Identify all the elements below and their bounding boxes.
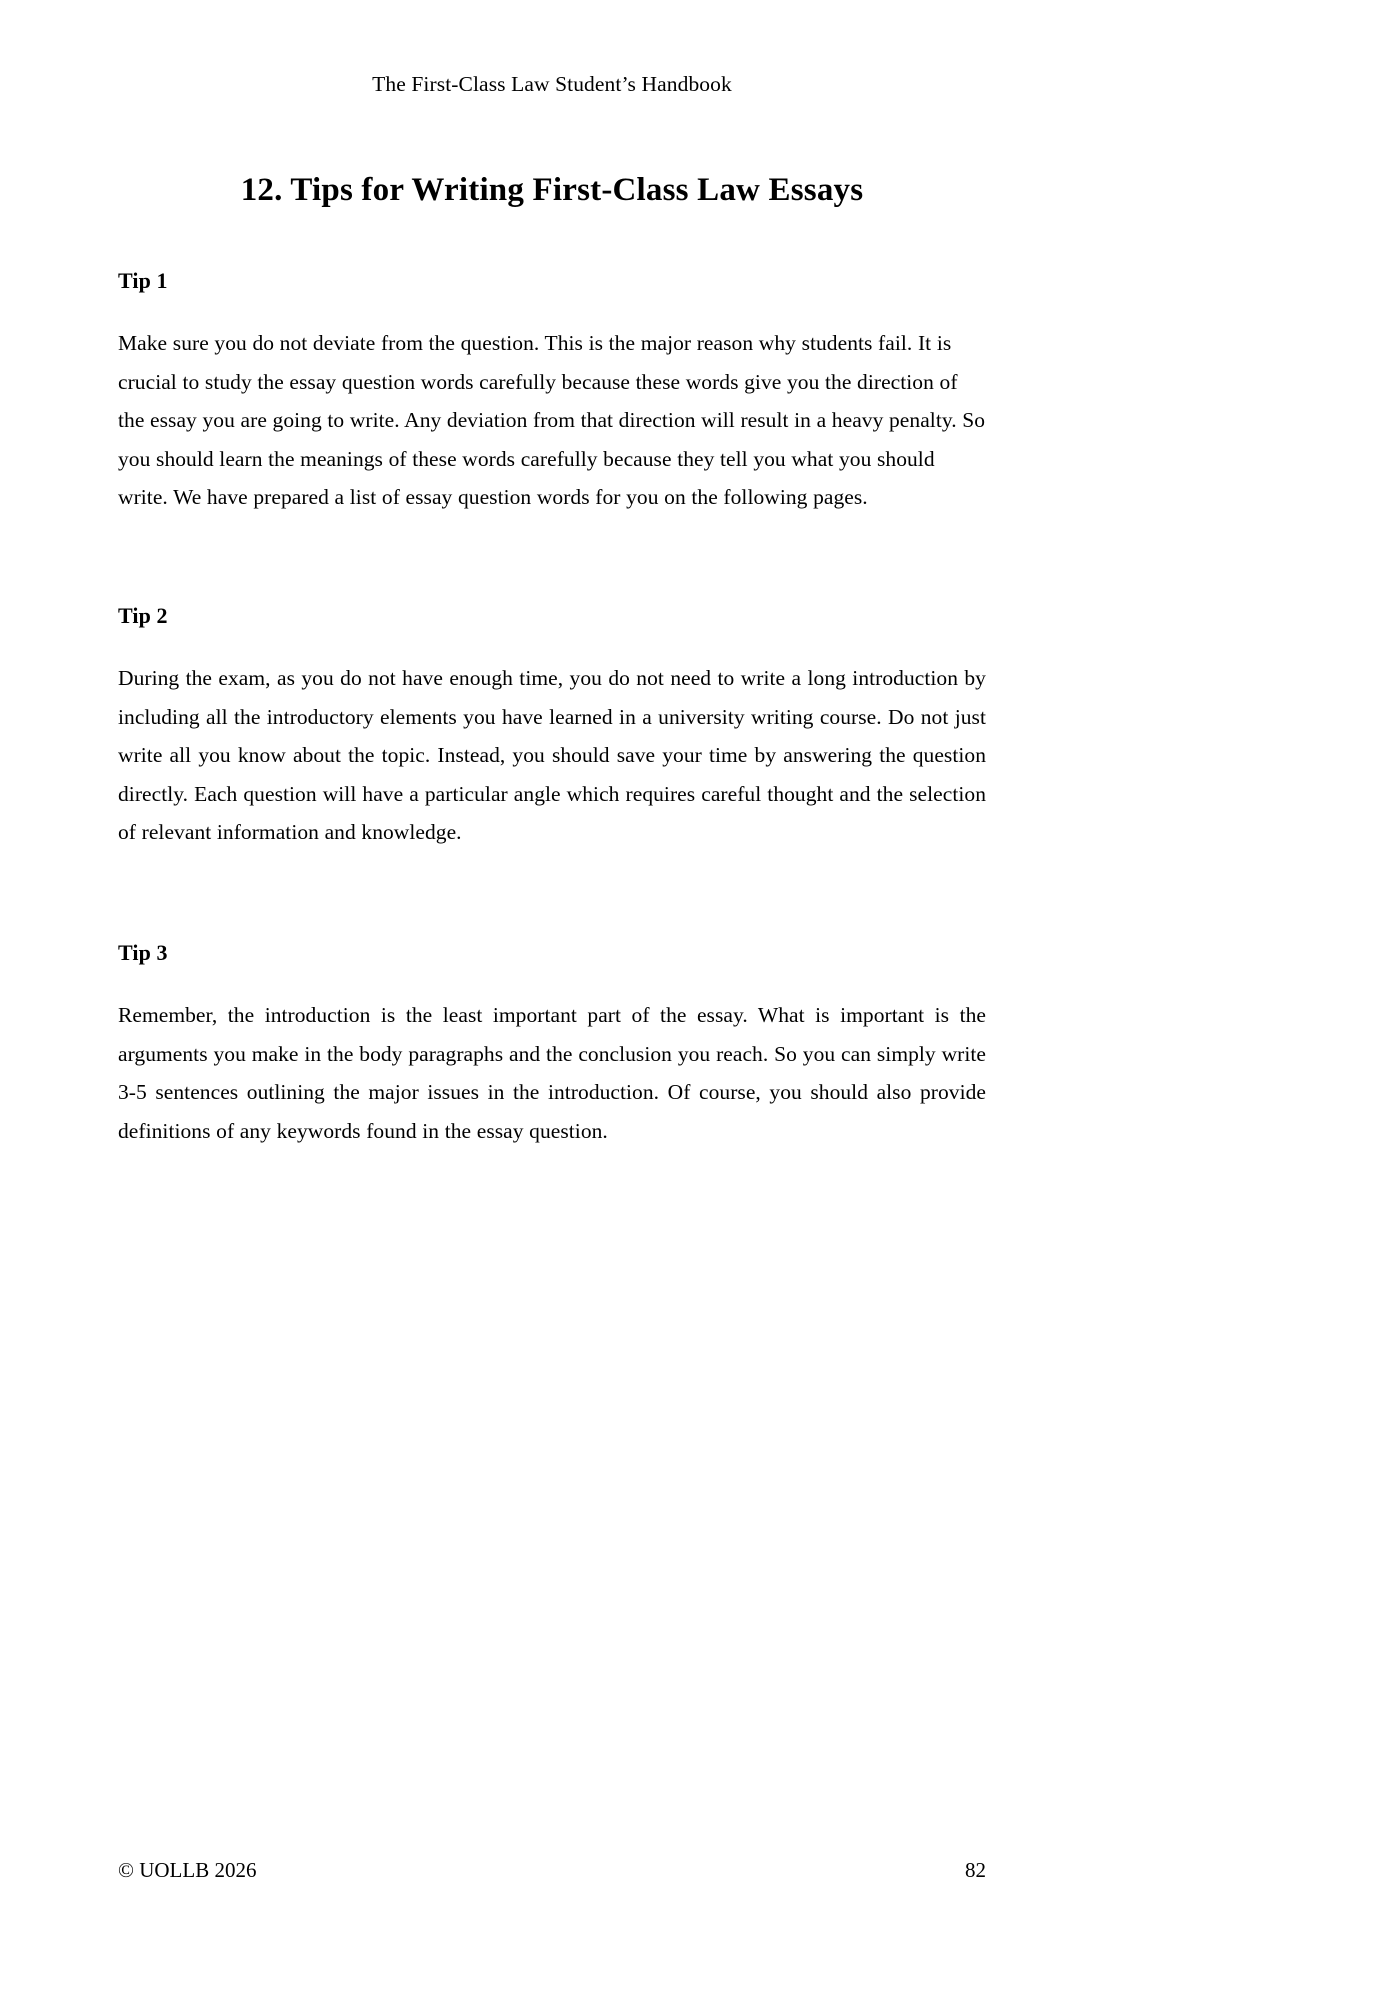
page-footer bbox=[118, 1858, 986, 1883]
tip-section-3 bbox=[118, 940, 986, 1150]
tip-section-1 bbox=[118, 268, 986, 517]
copyright-notice: © UOLLB 2026 bbox=[118, 1858, 257, 1882]
tip-heading-3: Tip 3 bbox=[118, 939, 168, 965]
section-spacer bbox=[118, 852, 986, 940]
tip-paragraph-1: Make sure you do not deviate from the question. This is the major reason why students fail. It is crucial to study the essay question words carefully because these words give you the direction of the essay you are going to write. Any deviation from that direction will result in a heavy penalty. So you should learn the meanings of these words carefully because they tell you what you should write. We have prepared a list of essay question words for you on the following pages. bbox=[118, 331, 986, 510]
tip-paragraph-2: During the exam, as you do not have enough time, you do not need to write a long introduction by including all the introductory elements you have learned in a university writing course. Do not just write all you know about the topic. Instead, you should save your time by answering the question directly. Each question will have a particular angle which requires careful thought and the selection of relevant information and knowledge. bbox=[118, 666, 986, 845]
page-title: 12. Tips for Writing First-Class Law Essays bbox=[240, 172, 864, 209]
page-number: 82 bbox=[965, 1858, 986, 1882]
running-head: The First-Class Law Student’s Handbook bbox=[372, 72, 732, 96]
tip-section-2 bbox=[118, 603, 986, 852]
section-spacer bbox=[118, 517, 986, 603]
tip-heading-1: Tip 1 bbox=[118, 268, 168, 293]
tip-paragraph-3: Remember, the introduction is the least important part of the essay. What is important is the arguments you make in the body paragraphs and the conclusion you reach. So you can simply write 3-5 sentences outlining the major issues in the introduction. Of course, you should also provide definitions of any keywords found in the essay question. bbox=[118, 1003, 986, 1143]
tip-heading-2: Tip 2 bbox=[118, 602, 168, 628]
document-body bbox=[118, 268, 986, 1150]
